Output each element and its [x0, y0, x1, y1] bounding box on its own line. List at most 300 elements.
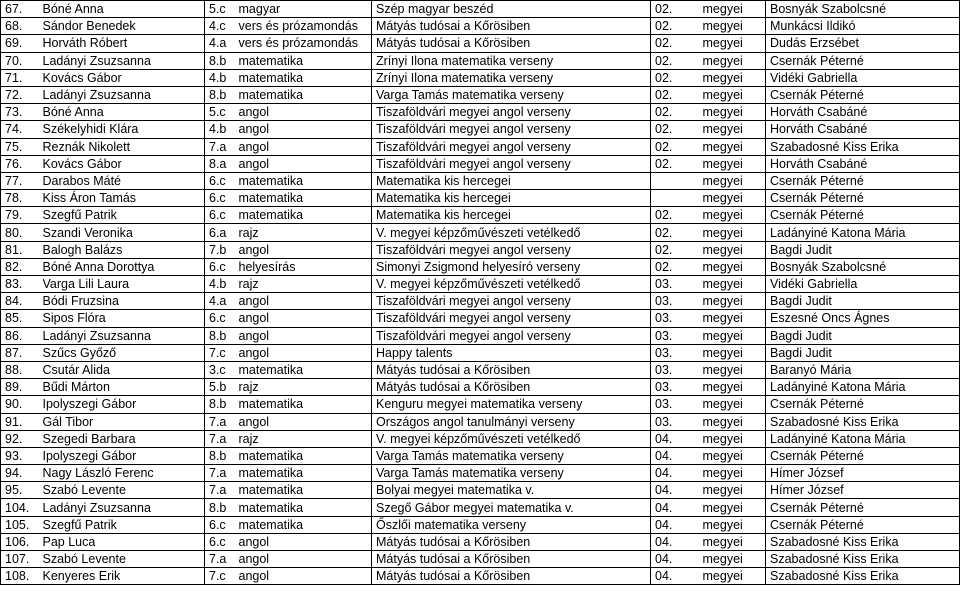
student-name-cell: Pap Luca — [43, 533, 205, 550]
teacher-cell: Szabadosné Kiss Erika — [766, 551, 960, 568]
teacher-cell: Bosnyák Szabolcsné — [766, 1, 960, 18]
class-cell: 8.b — [205, 447, 237, 464]
teacher-cell: Vidéki Gabriella — [766, 69, 960, 86]
table-row — [1, 413, 960, 430]
table-row — [1, 69, 960, 86]
teacher-cell: Vidéki Gabriella — [766, 276, 960, 293]
row-number-cell: 82. — [1, 258, 43, 275]
teacher-cell: Csernák Péterné — [766, 190, 960, 207]
student-name-cell: Szegfű Patrik — [43, 516, 205, 533]
teacher-cell: Szabadosné Kiss Erika — [766, 533, 960, 550]
teacher-cell: Ladányiné Katona Mária — [766, 379, 960, 396]
table-row — [1, 52, 960, 69]
subject-cell: magyar — [237, 1, 372, 18]
level-cell: megyei — [701, 1, 766, 18]
table-row — [1, 551, 960, 568]
teacher-cell: Bosnyák Szabolcsné — [766, 258, 960, 275]
teacher-cell: Csernák Péterné — [766, 207, 960, 224]
teacher-cell: Csernák Péterné — [766, 52, 960, 69]
level-cell: megyei — [701, 516, 766, 533]
student-name-cell: Ladányi Zsuzsanna — [43, 52, 205, 69]
student-name-cell: Nagy László Ferenc — [43, 465, 205, 482]
teacher-cell: Bagdi Judit — [766, 344, 960, 361]
class-cell: 6.c — [205, 190, 237, 207]
table-row — [1, 190, 960, 207]
subject-cell: matematika — [237, 207, 372, 224]
teacher-cell: Szabadosné Kiss Erika — [766, 568, 960, 585]
row-number-cell: 83. — [1, 276, 43, 293]
competition-cell: Tiszaföldvári megyei angol verseny — [372, 327, 651, 344]
level-cell: megyei — [701, 224, 766, 241]
month-cell: 02. — [651, 241, 701, 258]
subject-cell: angol — [237, 104, 372, 121]
subject-cell: matematika — [237, 52, 372, 69]
student-name-cell: Reznák Nikolett — [43, 138, 205, 155]
subject-cell: matematika — [237, 69, 372, 86]
row-number-cell: 87. — [1, 344, 43, 361]
class-cell: 5.b — [205, 379, 237, 396]
table-row — [1, 276, 960, 293]
class-cell: 6.a — [205, 224, 237, 241]
month-cell: 02. — [651, 224, 701, 241]
subject-cell: rajz — [237, 224, 372, 241]
row-number-cell: 108. — [1, 568, 43, 585]
month-cell: 02. — [651, 104, 701, 121]
class-cell: 7.c — [205, 568, 237, 585]
row-number-cell: 81. — [1, 241, 43, 258]
month-cell: 03. — [651, 379, 701, 396]
row-number-cell: 90. — [1, 396, 43, 413]
table-row — [1, 155, 960, 172]
competition-cell: Mátyás tudósai a Kőrösiben — [372, 551, 651, 568]
level-cell: megyei — [701, 533, 766, 550]
teacher-cell: Hímer József — [766, 465, 960, 482]
level-cell: megyei — [701, 86, 766, 103]
class-cell: 4.a — [205, 293, 237, 310]
row-number-cell: 104. — [1, 499, 43, 516]
month-cell — [651, 190, 701, 207]
level-cell: megyei — [701, 172, 766, 189]
subject-cell: matematika — [237, 516, 372, 533]
level-cell: megyei — [701, 482, 766, 499]
class-cell: 7.a — [205, 551, 237, 568]
level-cell: megyei — [701, 138, 766, 155]
subject-cell: rajz — [237, 430, 372, 447]
student-name-cell: Szabó Levente — [43, 551, 205, 568]
class-cell: 6.c — [205, 172, 237, 189]
table-row — [1, 35, 960, 52]
month-cell: 03. — [651, 361, 701, 378]
class-cell: 3.c — [205, 361, 237, 378]
competition-cell: Zrínyi Ilona matematika verseny — [372, 69, 651, 86]
subject-cell: angol — [237, 327, 372, 344]
table-row — [1, 86, 960, 103]
class-cell: 6.c — [205, 533, 237, 550]
teacher-cell: Szabadosné Kiss Erika — [766, 413, 960, 430]
student-name-cell: Gál Tibor — [43, 413, 205, 430]
teacher-cell: Dudás Erzsébet — [766, 35, 960, 52]
level-cell: megyei — [701, 18, 766, 35]
row-number-cell: 95. — [1, 482, 43, 499]
teacher-cell: Bagdi Judit — [766, 293, 960, 310]
table-body — [1, 1, 960, 585]
month-cell: 02. — [651, 35, 701, 52]
competition-cell: Szép magyar beszéd — [372, 1, 651, 18]
class-cell: 6.c — [205, 207, 237, 224]
table-row — [1, 344, 960, 361]
teacher-cell: Ladányiné Katona Mária — [766, 224, 960, 241]
competition-cell: Matematika kis hercegei — [372, 207, 651, 224]
teacher-cell: Csernák Péterné — [766, 447, 960, 464]
row-number-cell: 94. — [1, 465, 43, 482]
competition-cell: Tiszaföldvári megyei angol verseny — [372, 241, 651, 258]
month-cell: 02. — [651, 207, 701, 224]
student-name-cell: Horváth Róbert — [43, 35, 205, 52]
table-row — [1, 568, 960, 585]
teacher-cell: Eszesné Oncs Ágnes — [766, 310, 960, 327]
competition-cell: Varga Tamás matematika verseny — [372, 447, 651, 464]
level-cell: megyei — [701, 121, 766, 138]
row-number-cell: 71. — [1, 69, 43, 86]
level-cell: megyei — [701, 327, 766, 344]
table-row — [1, 447, 960, 464]
competition-cell: Zrínyi Ilona matematika verseny — [372, 52, 651, 69]
level-cell: megyei — [701, 293, 766, 310]
class-cell: 8.b — [205, 52, 237, 69]
teacher-cell: Bagdi Judit — [766, 241, 960, 258]
student-name-cell: Szabó Levente — [43, 482, 205, 499]
row-number-cell: 106. — [1, 533, 43, 550]
student-name-cell: Kiss Áron Tamás — [43, 190, 205, 207]
class-cell: 4.a — [205, 35, 237, 52]
month-cell: 04. — [651, 499, 701, 516]
class-cell: 4.c — [205, 18, 237, 35]
level-cell: megyei — [701, 499, 766, 516]
class-cell: 7.a — [205, 430, 237, 447]
subject-cell: matematika — [237, 86, 372, 103]
table-row — [1, 293, 960, 310]
student-name-cell: Szegedi Barbara — [43, 430, 205, 447]
student-name-cell: Szegfű Patrik — [43, 207, 205, 224]
table-row — [1, 138, 960, 155]
class-cell: 5.c — [205, 1, 237, 18]
row-number-cell: 86. — [1, 327, 43, 344]
level-cell: megyei — [701, 155, 766, 172]
table-row — [1, 18, 960, 35]
student-name-cell: Kenyeres Erik — [43, 568, 205, 585]
class-cell: 7.a — [205, 465, 237, 482]
student-name-cell: Ipolyszegi Gábor — [43, 396, 205, 413]
subject-cell: matematika — [237, 482, 372, 499]
teacher-cell: Bagdi Judit — [766, 327, 960, 344]
level-cell: megyei — [701, 69, 766, 86]
month-cell: 02. — [651, 138, 701, 155]
subject-cell: angol — [237, 413, 372, 430]
subject-cell: matematika — [237, 447, 372, 464]
level-cell: megyei — [701, 396, 766, 413]
competition-cell: Országos angol tanulmányi verseny — [372, 413, 651, 430]
subject-cell: matematika — [237, 465, 372, 482]
class-cell: 4.b — [205, 69, 237, 86]
student-name-cell: Balogh Balázs — [43, 241, 205, 258]
competition-cell: V. megyei képzőművészeti vetélkedő — [372, 224, 651, 241]
teacher-cell: Csernák Péterné — [766, 499, 960, 516]
competition-cell: Matematika kis hercegei — [372, 172, 651, 189]
subject-cell: angol — [237, 121, 372, 138]
level-cell: megyei — [701, 568, 766, 585]
subject-cell: matematika — [237, 396, 372, 413]
row-number-cell: 72. — [1, 86, 43, 103]
competition-cell: Szegő Gábor megyei matematika v. — [372, 499, 651, 516]
row-number-cell: 91. — [1, 413, 43, 430]
table-row — [1, 396, 960, 413]
teacher-cell: Horváth Csabáné — [766, 121, 960, 138]
row-number-cell: 77. — [1, 172, 43, 189]
teacher-cell: Csernák Péterné — [766, 396, 960, 413]
competition-cell: Tiszaföldvári megyei angol verseny — [372, 155, 651, 172]
competition-cell: Simonyi Zsigmond helyesíró verseny — [372, 258, 651, 275]
student-name-cell: Kovács Gábor — [43, 69, 205, 86]
month-cell: 04. — [651, 551, 701, 568]
row-number-cell: 68. — [1, 18, 43, 35]
row-number-cell: 75. — [1, 138, 43, 155]
competition-cell: Varga Tamás matematika verseny — [372, 465, 651, 482]
row-number-cell: 79. — [1, 207, 43, 224]
teacher-cell: Baranyó Mária — [766, 361, 960, 378]
competition-cell: Mátyás tudósai a Kőrösiben — [372, 35, 651, 52]
teacher-cell: Szabadosné Kiss Erika — [766, 138, 960, 155]
competition-cell: Tiszaföldvári megyei angol verseny — [372, 138, 651, 155]
class-cell: 8.b — [205, 396, 237, 413]
month-cell: 02. — [651, 86, 701, 103]
subject-cell: matematika — [237, 172, 372, 189]
table-row — [1, 516, 960, 533]
level-cell: megyei — [701, 310, 766, 327]
class-cell: 6.c — [205, 516, 237, 533]
competition-cell: Tiszaföldvári megyei angol verseny — [372, 121, 651, 138]
subject-cell: angol — [237, 344, 372, 361]
month-cell: 02. — [651, 121, 701, 138]
competition-cell: Őszlői matematika verseny — [372, 516, 651, 533]
competition-cell: Varga Tamás matematika verseny — [372, 86, 651, 103]
student-name-cell: Csutár Alida — [43, 361, 205, 378]
table-row — [1, 207, 960, 224]
class-cell: 7.a — [205, 482, 237, 499]
month-cell: 02. — [651, 18, 701, 35]
student-name-cell: Bóné Anna — [43, 1, 205, 18]
competition-cell: V. megyei képzőművészeti vetélkedő — [372, 430, 651, 447]
subject-cell: angol — [237, 241, 372, 258]
row-number-cell: 89. — [1, 379, 43, 396]
class-cell: 7.a — [205, 413, 237, 430]
class-cell: 4.b — [205, 121, 237, 138]
table-row — [1, 379, 960, 396]
row-number-cell: 69. — [1, 35, 43, 52]
subject-cell: angol — [237, 138, 372, 155]
class-cell: 8.a — [205, 155, 237, 172]
class-cell: 6.c — [205, 258, 237, 275]
month-cell: 02. — [651, 52, 701, 69]
subject-cell: matematika — [237, 499, 372, 516]
student-name-cell: Ladányi Zsuzsanna — [43, 499, 205, 516]
row-number-cell: 76. — [1, 155, 43, 172]
class-cell: 7.c — [205, 344, 237, 361]
row-number-cell: 85. — [1, 310, 43, 327]
class-cell: 7.a — [205, 138, 237, 155]
class-cell: 8.b — [205, 86, 237, 103]
table-row — [1, 482, 960, 499]
subject-cell: angol — [237, 533, 372, 550]
student-name-cell: Ladányi Zsuzsanna — [43, 86, 205, 103]
row-number-cell: 73. — [1, 104, 43, 121]
table-row — [1, 499, 960, 516]
level-cell: megyei — [701, 361, 766, 378]
row-number-cell: 74. — [1, 121, 43, 138]
subject-cell: rajz — [237, 379, 372, 396]
table-row — [1, 533, 960, 550]
month-cell: 04. — [651, 568, 701, 585]
table-row — [1, 327, 960, 344]
competition-cell: Mátyás tudósai a Kőrösiben — [372, 18, 651, 35]
teacher-cell: Hímer József — [766, 482, 960, 499]
month-cell: 02. — [651, 258, 701, 275]
teacher-cell: Csernák Péterné — [766, 516, 960, 533]
month-cell: 02. — [651, 155, 701, 172]
student-name-cell: Ipolyszegi Gábor — [43, 447, 205, 464]
month-cell: 03. — [651, 293, 701, 310]
teacher-cell: Horváth Csabáné — [766, 104, 960, 121]
teacher-cell: Horváth Csabáné — [766, 155, 960, 172]
table-row — [1, 310, 960, 327]
level-cell: megyei — [701, 379, 766, 396]
level-cell: megyei — [701, 258, 766, 275]
student-name-cell: Bódi Fruzsina — [43, 293, 205, 310]
row-number-cell: 105. — [1, 516, 43, 533]
row-number-cell: 78. — [1, 190, 43, 207]
table-row — [1, 121, 960, 138]
row-number-cell: 70. — [1, 52, 43, 69]
student-name-cell: Kovács Gábor — [43, 155, 205, 172]
student-name-cell: Varga Lili Laura — [43, 276, 205, 293]
level-cell: megyei — [701, 52, 766, 69]
level-cell: megyei — [701, 104, 766, 121]
row-number-cell: 84. — [1, 293, 43, 310]
subject-cell: matematika — [237, 361, 372, 378]
month-cell: 04. — [651, 516, 701, 533]
level-cell: megyei — [701, 465, 766, 482]
competition-cell: Mátyás tudósai a Kőrösiben — [372, 379, 651, 396]
subject-cell: rajz — [237, 276, 372, 293]
month-cell: 03. — [651, 276, 701, 293]
row-number-cell: 67. — [1, 1, 43, 18]
month-cell: 03. — [651, 310, 701, 327]
class-cell: 4.b — [205, 276, 237, 293]
level-cell: megyei — [701, 413, 766, 430]
class-cell: 7.b — [205, 241, 237, 258]
competition-cell: Happy talents — [372, 344, 651, 361]
subject-cell: angol — [237, 551, 372, 568]
level-cell: megyei — [701, 241, 766, 258]
table-row — [1, 241, 960, 258]
student-name-cell: Szandi Veronika — [43, 224, 205, 241]
student-name-cell: Bűdi Márton — [43, 379, 205, 396]
competition-cell: Tiszaföldvári megyei angol verseny — [372, 293, 651, 310]
competition-cell: Matematika kis hercegei — [372, 190, 651, 207]
table-row — [1, 361, 960, 378]
level-cell: megyei — [701, 430, 766, 447]
student-name-cell: Sipos Flóra — [43, 310, 205, 327]
subject-cell: helyesírás — [237, 258, 372, 275]
level-cell: megyei — [701, 344, 766, 361]
competition-cell: Tiszaföldvári megyei angol verseny — [372, 104, 651, 121]
competition-cell: V. megyei képzőművészeti vetélkedő — [372, 276, 651, 293]
table-row — [1, 465, 960, 482]
competition-cell: Mátyás tudósai a Kőrösiben — [372, 361, 651, 378]
month-cell: 02. — [651, 1, 701, 18]
class-cell: 5.c — [205, 104, 237, 121]
month-cell: 04. — [651, 465, 701, 482]
class-cell: 8.b — [205, 327, 237, 344]
month-cell: 03. — [651, 344, 701, 361]
subject-cell: angol — [237, 155, 372, 172]
month-cell — [651, 172, 701, 189]
table-row — [1, 258, 960, 275]
row-number-cell: 80. — [1, 224, 43, 241]
month-cell: 03. — [651, 396, 701, 413]
student-name-cell: Szűcs Győző — [43, 344, 205, 361]
subject-cell: angol — [237, 310, 372, 327]
student-name-cell: Székelyhidi Klára — [43, 121, 205, 138]
table-row — [1, 430, 960, 447]
level-cell: megyei — [701, 551, 766, 568]
month-cell: 03. — [651, 327, 701, 344]
level-cell: megyei — [701, 447, 766, 464]
row-number-cell: 93. — [1, 447, 43, 464]
competition-cell: Tiszaföldvári megyei angol verseny — [372, 310, 651, 327]
level-cell: megyei — [701, 190, 766, 207]
teacher-cell: Csernák Péterné — [766, 172, 960, 189]
student-name-cell: Bóné Anna Dorottya — [43, 258, 205, 275]
competition-cell: Kenguru megyei matematika verseny — [372, 396, 651, 413]
level-cell: megyei — [701, 207, 766, 224]
student-name-cell: Sándor Benedek — [43, 18, 205, 35]
table-row — [1, 224, 960, 241]
class-cell: 8.b — [205, 499, 237, 516]
row-number-cell: 107. — [1, 551, 43, 568]
teacher-cell: Csernák Péterné — [766, 86, 960, 103]
table-row — [1, 104, 960, 121]
student-name-cell: Ladányi Zsuzsanna — [43, 327, 205, 344]
teacher-cell: Munkácsi Ildikó — [766, 18, 960, 35]
row-number-cell: 88. — [1, 361, 43, 378]
month-cell: 04. — [651, 447, 701, 464]
month-cell: 04. — [651, 533, 701, 550]
class-cell: 6.c — [205, 310, 237, 327]
subject-cell: vers és prózamondás — [237, 18, 372, 35]
subject-cell: matematika — [237, 190, 372, 207]
month-cell: 04. — [651, 430, 701, 447]
subject-cell: vers és prózamondás — [237, 35, 372, 52]
row-number-cell: 92. — [1, 430, 43, 447]
student-name-cell: Darabos Máté — [43, 172, 205, 189]
competition-cell: Mátyás tudósai a Kőrösiben — [372, 533, 651, 550]
month-cell: 02. — [651, 69, 701, 86]
subject-cell: angol — [237, 293, 372, 310]
table-row — [1, 172, 960, 189]
teacher-cell: Ladányiné Katona Mária — [766, 430, 960, 447]
level-cell: megyei — [701, 276, 766, 293]
table-row — [1, 1, 960, 18]
